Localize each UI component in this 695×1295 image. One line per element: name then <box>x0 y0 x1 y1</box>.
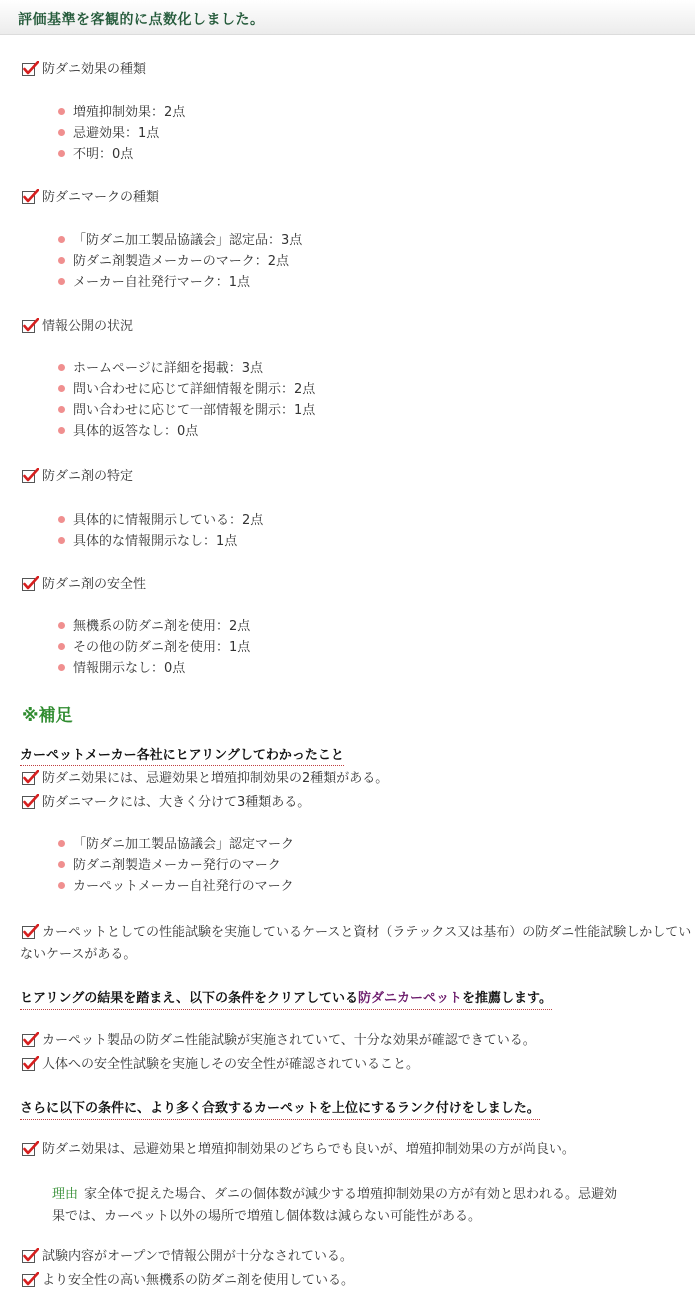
bullet-icon <box>58 882 65 889</box>
bullet-icon <box>58 364 65 371</box>
criteria-title: 防ダニ剤の特定 <box>42 469 134 484</box>
list-item-label: 「防ダニ加工製品協議会」認定マーク <box>73 837 295 852</box>
list-item <box>58 143 133 162</box>
final-check: より安全性の高い無機系の防ダニ剤を使用している。 <box>42 1273 355 1288</box>
list-item-label: 問い合わせに応じて詳細情報を開示：2点 <box>73 382 316 397</box>
checkmark-icon <box>22 924 38 938</box>
final-check: 試験内容がオープンで情報公開が十分なされている。 <box>42 1249 353 1264</box>
list-item-label: 問い合わせに応じて一部情報を開示：1点 <box>73 403 316 418</box>
reason-label: 理由 <box>52 1187 79 1202</box>
bullet-icon <box>58 385 65 392</box>
recommend-heading-text: ヒアリングの結果を踏まえ、以下の条件をクリアしている <box>20 991 359 1006</box>
list-item-label: ホームページに詳細を掲載：3点 <box>73 361 264 376</box>
list-item <box>58 250 289 269</box>
list-item-label: 増殖抑制効果：2点 <box>73 105 186 120</box>
list-item-label: 具体的な情報開示なし：1点 <box>73 534 238 549</box>
checkmark-icon <box>22 61 38 75</box>
checkmark-icon <box>22 770 38 784</box>
supplement-title: ※補足 <box>22 706 73 726</box>
test-note-continued: ないケースがある。 <box>20 947 137 962</box>
hearing-check: 防ダニ効果には、忌避効果と増殖抑制効果の2種類がある。 <box>42 771 389 786</box>
hearing-check: 防ダニマークには、大きく分けて3種類ある。 <box>42 795 311 810</box>
criteria-title: 防ダニマークの種類 <box>42 190 160 205</box>
bullet-icon <box>58 840 65 847</box>
list-item-label: メーカー自社発行マーク：1点 <box>73 275 251 290</box>
list-item <box>58 833 294 852</box>
criteria-title: 情報公開の状況 <box>42 319 134 334</box>
recommend-heading-suffix: を推薦します。 <box>462 991 552 1006</box>
checkmark-icon <box>22 794 38 808</box>
list-item <box>58 357 263 376</box>
bullet-icon <box>58 516 65 523</box>
reason-text <box>52 1183 617 1202</box>
list-item <box>58 530 237 549</box>
list-item-label: 無機系の防ダニ剤を使用：2点 <box>73 619 251 634</box>
bullet-icon <box>58 278 65 285</box>
bullet-icon <box>58 643 65 650</box>
list-item-label: 忌避効果：1点 <box>73 126 160 141</box>
bullet-icon <box>58 427 65 434</box>
page-header <box>0 0 695 35</box>
list-item <box>58 378 315 397</box>
bullet-icon <box>58 861 65 868</box>
checkmark-icon <box>22 1056 38 1070</box>
checkmark-icon <box>22 1272 38 1286</box>
list-item-label: 防ダニ剤製造メーカーのマーク：2点 <box>73 254 290 269</box>
bullet-icon <box>58 537 65 544</box>
list-item-label: 防ダニ剤製造メーカー発行のマーク <box>73 858 281 873</box>
list-item <box>58 854 281 873</box>
product-link[interactable]: 防ダニカーペット <box>358 991 463 1006</box>
list-item <box>58 271 250 290</box>
hearing-heading: カーペットメーカー各社にヒアリングしてわかったこと <box>20 744 344 766</box>
list-item-label: カーペットメーカー自社発行のマーク <box>73 879 294 894</box>
recommend-check: カーペット製品の防ダニ性能試験が実施されていて、十分な効果が確認できている。 <box>42 1033 536 1048</box>
ranking-heading: さらに以下の条件に、より多く合致するカーペットを上位にするランク付けをしました。 <box>20 1097 540 1120</box>
list-item-label: 具体的返答なし：0点 <box>73 424 199 439</box>
checkmark-icon <box>22 1248 38 1262</box>
list-item-label: 情報開示なし：0点 <box>73 661 186 676</box>
list-item <box>58 509 263 528</box>
checkmark-icon <box>22 318 38 332</box>
list-item <box>58 657 185 676</box>
list-item <box>58 875 294 894</box>
checkmark-icon <box>22 189 38 203</box>
list-item <box>58 399 315 418</box>
bullet-icon <box>58 257 65 264</box>
recommend-heading <box>20 987 552 1010</box>
list-item <box>58 229 302 248</box>
list-item <box>58 122 159 141</box>
bullet-icon <box>58 406 65 413</box>
list-item-label: 具体的に情報開示している：2点 <box>73 513 264 528</box>
list-item <box>58 615 250 634</box>
checkmark-icon <box>22 1032 38 1046</box>
bullet-icon <box>58 622 65 629</box>
bullet-icon <box>58 108 65 115</box>
criteria-title: 防ダニ効果の種類 <box>42 62 147 77</box>
bullet-icon <box>58 129 65 136</box>
criteria-title: 防ダニ剤の安全性 <box>42 577 147 592</box>
bullet-icon <box>58 664 65 671</box>
bullet-icon <box>58 236 65 243</box>
ranking-check: 防ダニ効果は、忌避効果と増殖抑制効果のどちらでも良いが、増殖抑制効果の方が尚良い。 <box>42 1142 575 1157</box>
bullet-icon <box>58 150 65 157</box>
reason-line: 家全体で捉えた場合、ダニの個体数が減少する増殖抑制効果の方が有効と思われる。忌避効 <box>84 1187 618 1202</box>
list-item-label: 不明：0点 <box>73 147 134 162</box>
test-note: カーペットとしての性能試験を実施しているケースと資材（ラテックス又は基布）の防ダニ性能試験しかしてい <box>42 925 692 940</box>
list-item <box>58 636 250 655</box>
list-item-label: 「防ダニ加工製品協議会」認定品：3点 <box>73 233 303 248</box>
list-item <box>58 101 185 120</box>
list-item-label: その他の防ダニ剤を使用：1点 <box>73 640 251 655</box>
list-item <box>58 420 198 439</box>
checkmark-icon <box>22 1141 38 1155</box>
checkmark-icon <box>22 576 38 590</box>
reason-line-continued: 果では、カーペット以外の場所で増殖し個体数は減らない可能性がある。 <box>52 1209 482 1224</box>
page-title: 評価基準を客観的に点数化しました。 <box>18 12 265 28</box>
checkmark-icon <box>22 468 38 482</box>
recommend-check: 人体への安全性試験を実施しその安全性が確認されていること。 <box>42 1057 420 1072</box>
